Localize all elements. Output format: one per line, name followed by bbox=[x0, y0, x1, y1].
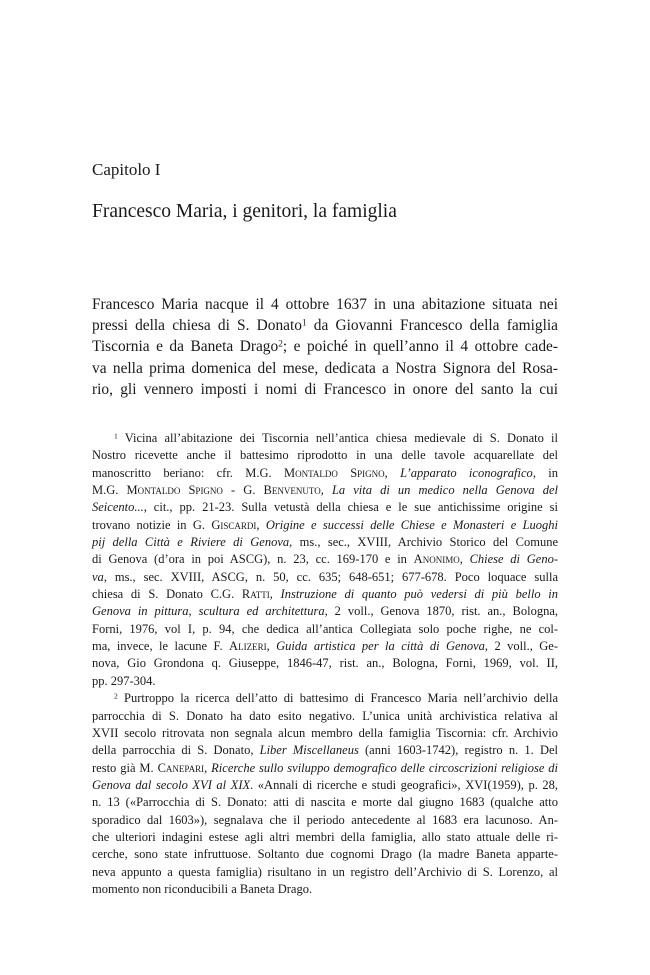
chapter-label: Capitolo I bbox=[92, 160, 161, 179]
body-paragraph bbox=[92, 294, 558, 400]
footnote-ref-2[interactable]: 2 bbox=[278, 338, 283, 349]
footnote-mark-2: 2 bbox=[114, 691, 118, 701]
body-line: pressi della chiesa di S. Donato$^1$ da Giovanni Francesco della famiglia bbox=[92, 317, 558, 335]
footnotes bbox=[92, 430, 558, 898]
body-line: Francesco Maria nacque il 4 ottobre 1637 in una abitazione situata nei bbox=[92, 296, 558, 313]
body-line: rio, gli vennero imposti i nomi di Francesco in onore del santo la cui bbox=[92, 380, 558, 398]
footnote-mark-1: 1 bbox=[114, 431, 118, 441]
body-line: va nella prima domenica del mese, dedicata a Nostra Signora del Rosa- bbox=[92, 359, 558, 377]
body-line: Tiscornia e da Baneta Drago$^2$; e poiché in quell’anno il 4 ottobre cade- bbox=[92, 338, 558, 356]
chapter-title: Francesco Maria, i genitori, la famiglia bbox=[92, 201, 397, 222]
footnote-ref-1[interactable]: 1 bbox=[301, 317, 307, 328]
footnote-2: $^2$ Purtroppo la ricerca dell’atto di battesimo di Francesco Maria nell’archivio della parrocchia di S. Donato ha dato esito negativo. L’unica unità archivistica relativa al XVII secolo ritrovata non segnala alcun membro della famiglia Tiscornia: cfr. Archivio della parrocchia di S. Donato, Liber Miscellaneus (anni 1603-1742), registro n. 1. Del resto già M. Canepari, Ricerche sullo sviluppo demografico delle circoscrizioni religiose di Genova dal secolo XVI al XIX. «Annali di ricerche e studi geografici», XVI(1959), p. 28, n. 13 («Parrocchia di S. Donato: atti di nascita e morte dal giugno 1683 (qualche atto sporadico dal 1603»), segnalava che il periodo antecedente al 1683 era lacunoso. An- che ulteriori indagini estese agli altri membri della famiglia, allo stato attuale delle ri- cerche, sono state infruttuose. Soltanto due cognomi Drago (la madre Baneta apparte- neva appunto a questa famiglia) risultano in un registro dell’Archivio di S. Lorenzo, al momento non riconducibili a Baneta Drago. bbox=[92, 691, 559, 896]
footnote-1: $^1$ Vicina all’abitazione dei Tiscornia nell’antica chiesa medievale di S. Donato il Nostro ricevette anche il battesimo riprodotto in una delle tavole acquarellate del manoscritto beriano: cfr. M.G. Montaldo Spigno, L’apparato iconografico, in M.G. Montaldo Spigno - G. Benvenuto, La vita di un medico nella Genova del Seicento..., cit., pp. 21-23. Sulla vetustà della chiesa e le sue antichissime origine si trovano notizie in G. Giscardi, Origine e successi delle Chiese e Monasteri e Luoghi pij della Città e Riviere di Genova, ms., sec., XVIII, Archivio Storico del Comune di Genova (d’ora in poi ASCG), n. 23, cc. 169-170 e in Anonimo, Chiese di Geno- va, ms., sec. XVIII, ASCG, n. 50, cc. 635; 648-651; 677-678. Poco loquace sulla chiesa di S. Donato C.G. Ratti, Instruzione di quanto può vedersi di più bello in Genova in pittura, scultura ed architettura, 2 voll., Genova 1870, rist. an., Bologna, Forni, 1976, vol I, p. 94, che dedica all’antica Collegiata solo poche righe, ne col- ma, invece, le lacune F. Alizeri, Guida artistica per la città di Genova, 2 voll., Ge- nova, Gio Grondona q. Giuseppe, 1846-47, rist. an., Bologna, Forni, 1969, vol. II, pp. 297-304. bbox=[92, 431, 559, 688]
